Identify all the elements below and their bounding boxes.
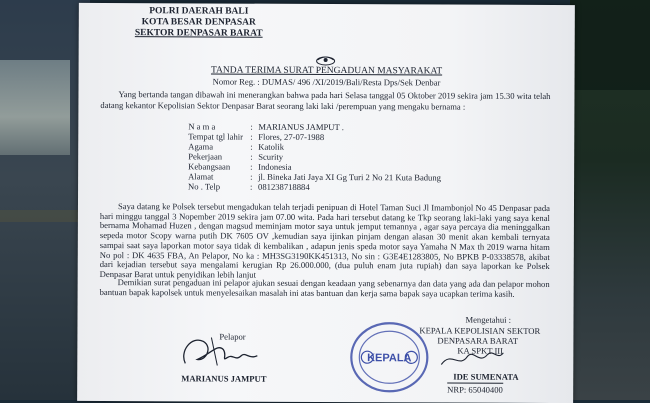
- field-colon: :: [250, 171, 253, 182]
- field-value-nama: MARIANUS JAMPUT .: [258, 121, 344, 133]
- field-label-telp: No . Telp: [188, 181, 221, 192]
- background-left-bar: [0, 210, 90, 222]
- field-label-nama: N a m a: [188, 121, 216, 132]
- field-colon: :: [250, 161, 253, 172]
- signer-title-3: KA SPKT III: [457, 345, 504, 356]
- field-value-pekerjaan: Scurity: [258, 151, 284, 162]
- field-label-alamat: Alamat: [188, 171, 214, 182]
- field-colon: :: [250, 131, 253, 142]
- registration-number: Nomor Reg. : DUMAS/ 496 /XI/2019/Bali/Resta Dps/Sek Denbar: [212, 76, 441, 88]
- field-label-pekerjaan: Pekerjaan: [188, 151, 223, 162]
- document-paper: [77, 3, 575, 403]
- field-value-ttl: Flores, 27-07-1988: [258, 131, 325, 142]
- intro-paragraph: Yang bertanda tangan dibawah ini menerangkan bahwa pada hari Selasa tanggal 05 Oktober 2019 sekira jam 15.30 wita telah datang kekantor Kepolisian Sektor Denpasar Barat seorang laki laki /perempuan yang mengaku bernama :: [100, 89, 551, 112]
- police-emblem-icon: [315, 54, 337, 66]
- field-label-kebangsaan: Kebangsaan: [188, 161, 231, 172]
- field-colon: :: [250, 121, 253, 132]
- background-left-light: [0, 60, 70, 155]
- field-value-telp: 081238718884: [258, 181, 310, 192]
- document-title: TANDA TERIMA SURAT PENGADUAN MASYARAKAT: [210, 65, 443, 77]
- signer-nrp: NRP: 65040400: [447, 384, 503, 395]
- field-colon: :: [250, 141, 253, 152]
- field-colon: :: [250, 181, 253, 192]
- signer-title-1: KEPALA KEPOLISIAN SEKTOR: [419, 325, 541, 336]
- header-kota: KOTA BESAR DENPASAR: [141, 17, 256, 28]
- signer-title-2: DENPASARA BARAT: [437, 335, 519, 346]
- pelapor-label: Pelapor: [219, 331, 246, 342]
- header-sektor: SEKTOR DENPASAR BARAT: [134, 28, 263, 39]
- pelapor-signature-icon: [177, 325, 267, 373]
- field-value-alamat: jl. Bineka Jati Jaya XI Gg Turi 2 No 21 Kuta Badung: [258, 171, 441, 183]
- background-right-trees: [570, 0, 650, 90]
- field-value-kebangsaan: Indonesia: [258, 161, 292, 172]
- field-value-agama: Katolik: [258, 141, 285, 152]
- pelapor-name: MARIANUS JAMPUT: [181, 373, 267, 384]
- field-colon: :: [250, 151, 253, 162]
- header-polri: POLRI DAERAH BALI: [149, 6, 249, 17]
- police-stamp-icon: [347, 319, 431, 395]
- field-label-agama: Agama: [188, 141, 214, 152]
- mengetahui-label: Mengetahui :: [465, 314, 512, 325]
- signer-name: IDE SUMENATA: [453, 371, 519, 382]
- field-label-ttl: Tempat tgl lahir: [188, 131, 244, 142]
- closing-paragraph: Demikian surat pengaduan ini pelapor ajukan sesuai dengan keadaan yang sebenarnya dan data yang ada dan pelapor mohon bantuan bapak kapolsek untuk menyelesaikan masalah ini atas bantuan dan kerja sama bapak saya ucapkan terima kasih.: [99, 277, 550, 299]
- complaint-body: Saya datang ke Polsek tersebut mengadukan telah terjadi penipuan di Hotel Taman Suci Jl Imambonjol No 45 Denpasar pada hari minggu tanggal 3 Nopember 2019 sekira jam 07.00 wita. Pada hari tersebut datang ke Tkp seorang laki-laki yang saya kenal bernama Mohamad Huzen , dengan magsud meminjam motor saya untuk jemput temannya , agar saya percaya dia meninggalkan sepeda motor Scopy warna putih DK 7605 OV ,kemudian saya ijinkan pinjam dengan alasan 30 menit akan kembali ternyata sampai saat saya laporkan motor saya tidak di kembalikan , adapun jenis speda motor saya Yamaha N Max th 2019 warna hitam No pol : DK 4635 FBA, An Pelapor, No ka : MH3SG3190KK451313, No sin : G3E4E1283805, No BPKB P-03338578, akibat dari kejadian tersebut saya mengalami kerugian Rp 26.000.000, (dua puluh enam juta rupiah) dan saya laporkan ke Polsek Denpasar Barat untuk penyidikan lebih lanjut: [99, 201, 551, 280]
- stamp-center-text: KEPALA: [367, 352, 412, 365]
- signer-signature-icon: [437, 346, 507, 370]
